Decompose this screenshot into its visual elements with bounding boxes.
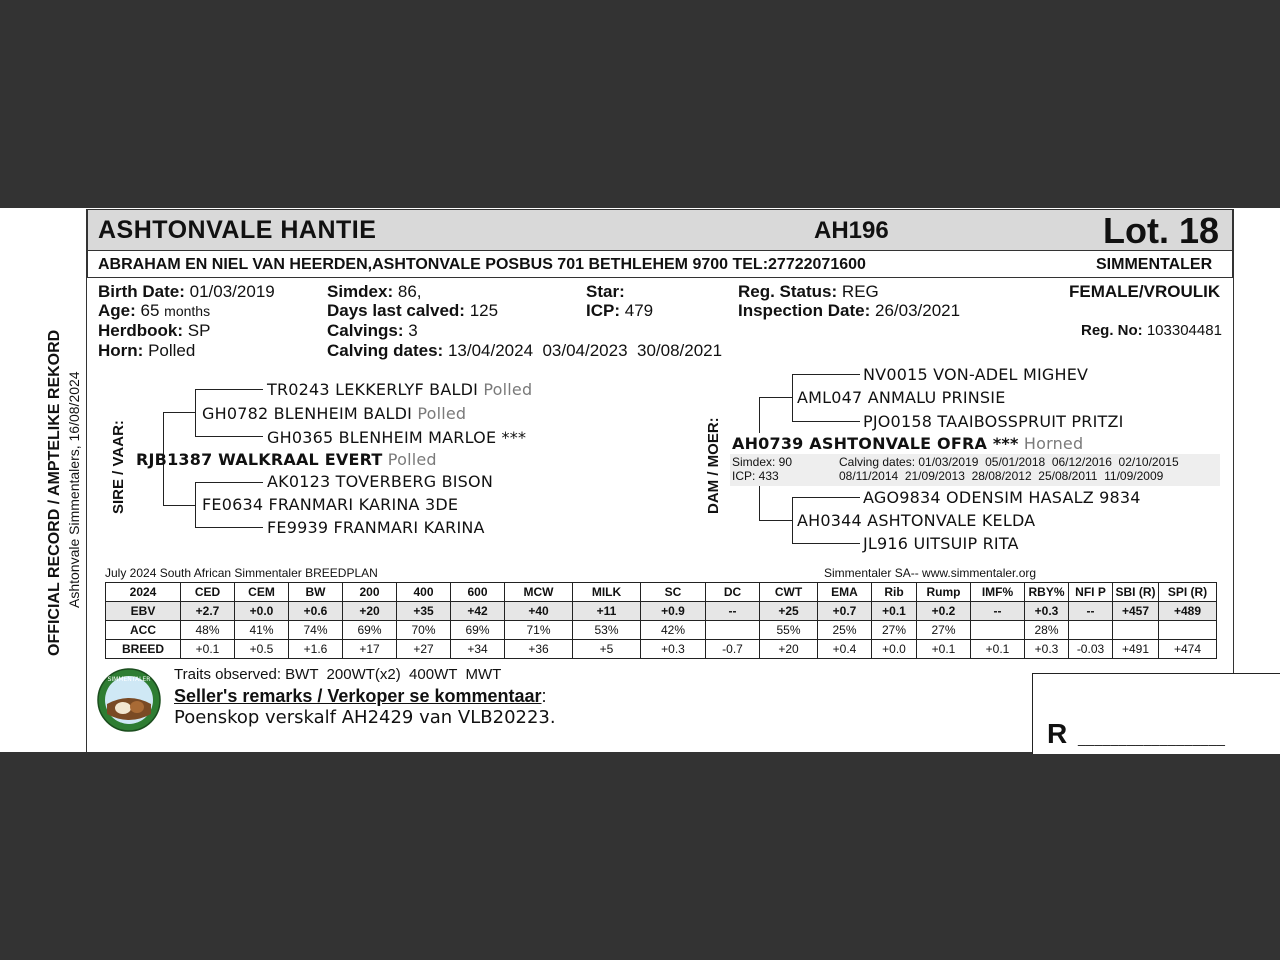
ebv-header-cell: 400 (397, 583, 451, 602)
acc-cell: 74% (289, 621, 343, 640)
sire-line-7 (195, 482, 196, 528)
acc-cell (1159, 621, 1217, 640)
ebv-cell: +20 (343, 602, 397, 621)
days-last-calved: Days last calved: 125 (327, 301, 499, 320)
breed-cell: +0.1 (181, 640, 235, 659)
ebv-cell: -- (1069, 602, 1113, 621)
simmentaler-logo (97, 668, 161, 732)
sire-line-8 (195, 482, 263, 483)
sire-sire-dam: GH0365 BLENHEIM MARLOE *** (267, 428, 527, 447)
dam-line-5 (792, 374, 793, 422)
record-source: Ashtonvale Simmentalers, 16/08/2024 (66, 371, 82, 608)
reg-status: Reg. Status: REG (738, 282, 879, 301)
star: Star: (586, 282, 625, 301)
breed-cell: +5 (573, 640, 641, 659)
acc-cell: 53% (573, 621, 641, 640)
dam-line-7 (792, 421, 860, 422)
price-r: R (1047, 718, 1068, 749)
dam-label: DAM / MOER: (705, 417, 722, 514)
ebv-cell: +0.0 (235, 602, 289, 621)
acc-cell: ACC (106, 621, 181, 640)
official-record: OFFICIAL RECORD / AMPTELIKE REKORD (46, 329, 63, 656)
dam-line-9 (792, 497, 860, 498)
ebv-header-cell: Rump (917, 583, 971, 602)
sire-line-9 (195, 527, 263, 528)
dam-simdex: Simdex: 90 (732, 455, 793, 469)
sire-line-4 (195, 389, 196, 437)
breed-cell: BREED (106, 640, 181, 659)
logo-text: SIMMENTALER (107, 676, 151, 683)
breed-cell: +0.3 (641, 640, 706, 659)
ebv-header-cell: EMA (818, 583, 872, 602)
breed-cell: +20 (760, 640, 818, 659)
sire-label: SIRE / VAAR: (110, 420, 127, 514)
owner-line: ABRAHAM EN NIEL VAN HEERDEN,ASHTONVALE POSBUS 701 BETHLEHEM 9700 TEL:27722071600 (98, 256, 866, 273)
breedplan-title: July 2024 South African Simmentaler BREEDPLAN (105, 566, 378, 580)
ebv-header-cell: SC (641, 583, 706, 602)
breed-cell: +474 (1159, 640, 1217, 659)
ebv-cell: +2.7 (181, 602, 235, 621)
remarks-text: Poenskop verskalf AH2429 van VLB20223. (174, 707, 556, 728)
breed-cell: +491 (1113, 640, 1159, 659)
acc-cell (706, 621, 760, 640)
breed-cell: -0.7 (706, 640, 760, 659)
acc-cell: 55% (760, 621, 818, 640)
ebv-header-cell: SPI (R) (1159, 583, 1217, 602)
ebv-header-cell: MCW (505, 583, 573, 602)
acc-cell: 27% (917, 621, 971, 640)
acc-cell: 69% (343, 621, 397, 640)
ebv-header-cell: MILK (573, 583, 641, 602)
acc-cell: 41% (235, 621, 289, 640)
breed-cell: +0.1 (917, 640, 971, 659)
ebv-header-cell: NFI P (1069, 583, 1113, 602)
ebv-header-cell: CED (181, 583, 235, 602)
horn: Horn: Polled (98, 341, 196, 360)
sire-line-3 (163, 505, 195, 506)
ebv-cell: +457 (1113, 602, 1159, 621)
animal-name: ASHTONVALE HANTIE (98, 216, 377, 244)
ebv-header-cell: CWT (760, 583, 818, 602)
simdex: Simdex: 86, (327, 282, 422, 301)
logo-icon (97, 668, 161, 732)
ebv-header-cell: IMF% (971, 583, 1025, 602)
dam-line-3 (759, 486, 760, 521)
frame-left (86, 209, 87, 752)
herdbook: Herdbook: SP (98, 321, 211, 340)
ebv-header-cell: CEM (235, 583, 289, 602)
acc-cell: 27% (872, 621, 917, 640)
ebv-cell: +40 (505, 602, 573, 621)
ebv-cell: +0.7 (818, 602, 872, 621)
breed-name: SIMMENTALER (1096, 256, 1213, 273)
ebv-header-cell: SBI (R) (1113, 583, 1159, 602)
ebv-cell: +0.2 (917, 602, 971, 621)
acc-cell (1069, 621, 1113, 640)
ebv-table (105, 582, 1217, 659)
dam-sire-dam: PJO0158 TAAIBOSSPRUIT PRITZI (863, 412, 1124, 431)
breed-cell: +34 (451, 640, 505, 659)
breedplan-site: Simmentaler SA-- www.simmentaler.org (824, 566, 1037, 580)
ebv-header-cell: DC (706, 583, 760, 602)
ebv-cell: +489 (1159, 602, 1217, 621)
acc-cell: 48% (181, 621, 235, 640)
animal-id: AH196 (814, 217, 889, 244)
ebv-cell: +0.3 (1025, 602, 1069, 621)
breed-cell: +0.4 (818, 640, 872, 659)
age: Age: 65 months (98, 301, 211, 320)
ebv-cell: +25 (760, 602, 818, 621)
dam-line-2 (759, 397, 793, 398)
dam-main: AH0739 ASHTONVALE OFRA *** Horned (732, 434, 1084, 453)
breed-cell: +27 (397, 640, 451, 659)
ebv-cell: +0.6 (289, 602, 343, 621)
dam-sire-sire: NV0015 VON-ADEL MIGHEV (863, 365, 1089, 384)
breed-row (106, 640, 1217, 659)
sire-sire-sire: TR0243 LEKKERLYF BALDI Polled (267, 380, 533, 399)
ebv-cell: EBV (106, 602, 181, 621)
acc-cell: 28% (1025, 621, 1069, 640)
acc-cell: 25% (818, 621, 872, 640)
dam-line-6 (792, 374, 860, 375)
sire-line-6 (195, 436, 263, 437)
acc-cell: 69% (451, 621, 505, 640)
sire-line-5 (195, 389, 263, 390)
ebv-header-cell: BW (289, 583, 343, 602)
sire-main: RJB1387 WALKRAAL EVERT Polled (136, 450, 437, 469)
dam-line-8 (792, 497, 793, 544)
remarks-heading: Seller's remarks / Verkoper se kommentaar: (174, 686, 547, 706)
breed-cell: +17 (343, 640, 397, 659)
acc-cell: 71% (505, 621, 573, 640)
ebv-cell: +42 (451, 602, 505, 621)
dam-sire: AML047 ANMALU PRINSIE (797, 388, 1006, 407)
breed-cell: -0.03 (1069, 640, 1113, 659)
acc-cell (971, 621, 1025, 640)
breed-cell: +36 (505, 640, 573, 659)
dam-line-10 (792, 543, 860, 544)
dam-line-4 (759, 520, 793, 521)
dam-dam-sire: AGO9834 ODENSIM HASALZ 9834 (863, 488, 1141, 507)
breed-cell: +0.3 (1025, 640, 1069, 659)
reg-no: Reg. No: 103304481 (1081, 322, 1222, 339)
dam-line-1 (759, 397, 760, 433)
ebv-header-cell: Rib (872, 583, 917, 602)
frame-right (1233, 209, 1234, 673)
ebv-cell: -- (706, 602, 760, 621)
ebv-cell: +11 (573, 602, 641, 621)
ebv-values-row (106, 602, 1217, 621)
acc-cell: 70% (397, 621, 451, 640)
sire-dam: FE0634 FRANMARI KARINA 3DE (202, 495, 459, 514)
acc-cell (1113, 621, 1159, 640)
inspection-date: Inspection Date: 26/03/2021 (738, 301, 961, 320)
sire-line-2 (163, 412, 195, 413)
sire-sire: GH0782 BLENHEIM BALDI Polled (202, 404, 467, 423)
sire-dam-dam: FE9939 FRANMARI KARINA (267, 518, 485, 537)
dam-calving-dates-2: 08/11/2014 21/09/2013 28/08/2012 25/08/2011 11/09/2009 (839, 469, 1164, 483)
traits-observed: Traits observed: BWT 200WT(x2) 400WT MWT (174, 666, 502, 683)
dam-dam: AH0344 ASHTONVALE KELDA (797, 511, 1036, 530)
ebv-cell: -- (971, 602, 1025, 621)
ebv-header-cell: RBY% (1025, 583, 1069, 602)
ebv-header-cell: 2024 (106, 583, 181, 602)
acc-row (106, 621, 1217, 640)
dam-calving-dates-1: Calving dates: 01/03/2019 05/01/2018 06/12/2016 02/10/2015 (839, 455, 1179, 469)
price-line: __________________ (1078, 730, 1226, 746)
ebv-header-row (106, 583, 1217, 602)
calvings: Calvings: 3 (327, 321, 418, 340)
sex: FEMALE/VROULIK (1069, 282, 1221, 301)
sire-dam-sire: AK0123 TOVERBERG BISON (267, 472, 494, 491)
lot-number: Lot. 18 (1103, 210, 1220, 251)
ebv-cell: +0.1 (872, 602, 917, 621)
dam-dam-dam: JL916 UITSUIP RITA (863, 534, 1019, 553)
birth-date: Birth Date: 01/03/2019 (98, 282, 275, 301)
breed-cell: +0.0 (872, 640, 917, 659)
ebv-cell: +0.9 (641, 602, 706, 621)
breed-cell: +0.1 (971, 640, 1025, 659)
acc-cell: 42% (641, 621, 706, 640)
ebv-header-cell: 600 (451, 583, 505, 602)
breed-cell: +0.5 (235, 640, 289, 659)
ebv-header-cell: 200 (343, 583, 397, 602)
icp: ICP: 479 (586, 301, 654, 320)
dam-icp: ICP: 433 (732, 469, 779, 483)
breed-cell: +1.6 (289, 640, 343, 659)
calving-dates: Calving dates: 13/04/2024 03/04/2023 30/08/2021 (327, 341, 723, 360)
ebv-cell: +35 (397, 602, 451, 621)
